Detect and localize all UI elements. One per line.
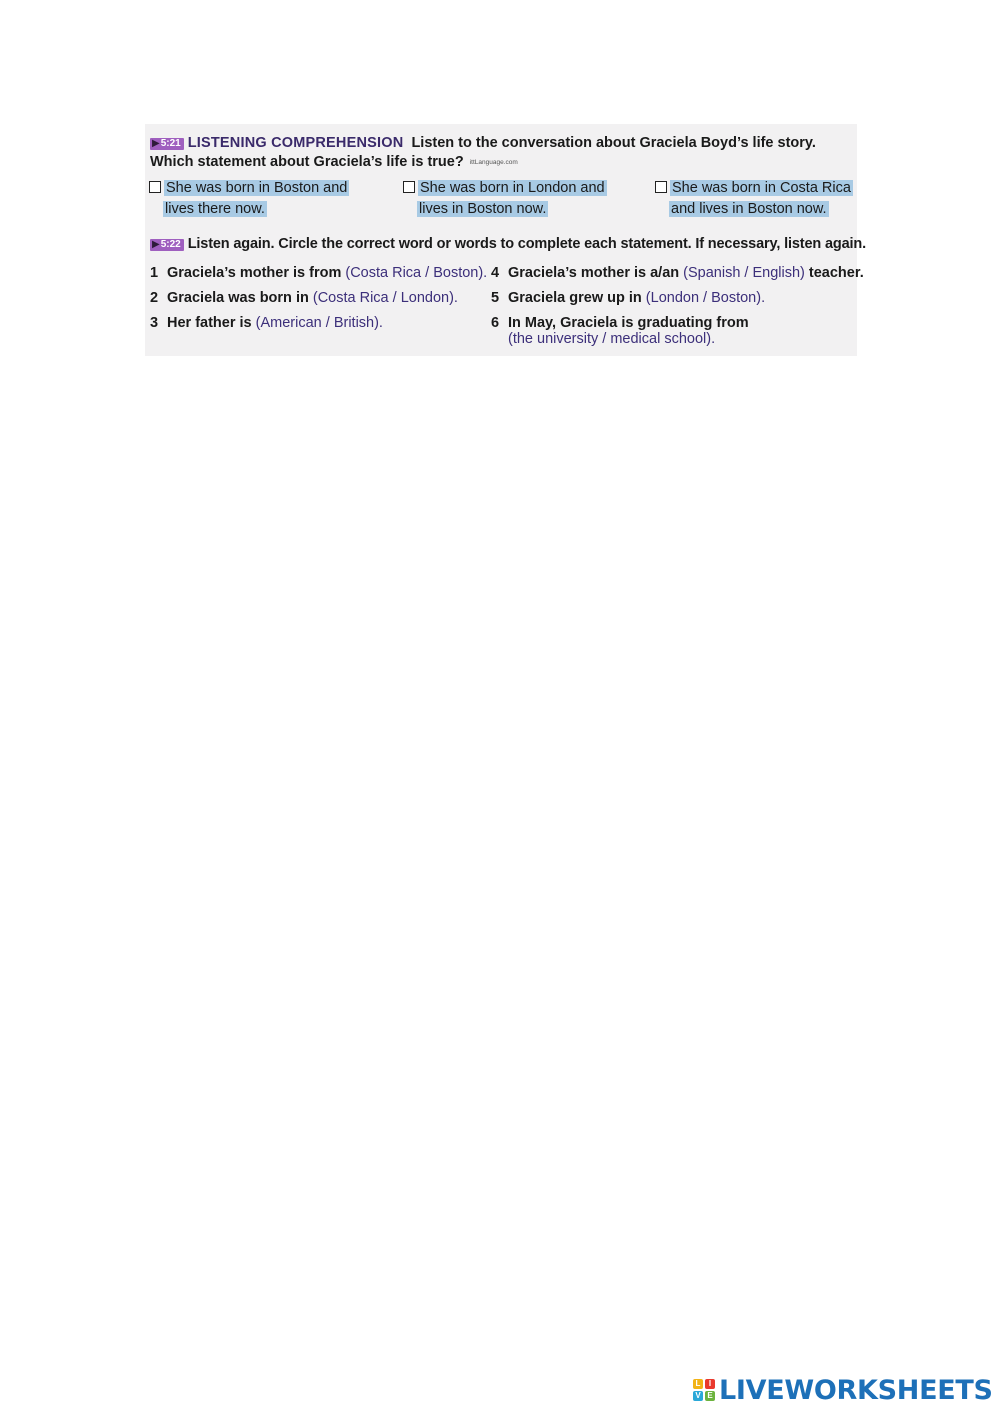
option-a-checkbox[interactable] [149, 181, 161, 193]
section1-question [150, 153, 518, 172]
question-text: Which statement about Graciela’s life is true? [150, 154, 464, 170]
option-b-line1[interactable] [403, 179, 607, 197]
option-a-text-cont: lives there now. [165, 201, 265, 217]
watermark-text: ittLanguage.com [469, 159, 518, 166]
option-c-line1[interactable] [655, 179, 853, 197]
word-choice[interactable]: (American / British). [255, 315, 383, 331]
audio-track-badge[interactable]: ▶5:21 [150, 138, 184, 150]
statement-item: 2 Graciela was born in (Costa Rica / London). [150, 290, 458, 306]
word-choice[interactable]: (the university / medical school). [508, 331, 716, 347]
option-c-text: She was born in Costa Rica [672, 180, 851, 196]
statement-item: 5 Graciela grew up in (London / Boston). [491, 290, 766, 306]
statement-item: 4 Graciela’s mother is a/an (Spanish / English) teacher. [491, 265, 864, 281]
statement-item: 1 Graciela’s mother is from (Costa Rica / Boston). [150, 265, 488, 281]
instruction-text: Listen again. Circle the correct word or words to complete each statement. If necessary, listen again. [187, 236, 866, 252]
logo-text: LIVEWORKSHEETS [719, 1374, 993, 1406]
option-b-text: She was born in London and [420, 180, 605, 196]
option-a-text: She was born in Boston and [166, 180, 348, 196]
option-c-line2 [669, 200, 829, 218]
audio-track-badge[interactable]: ▶5:22 [150, 239, 184, 251]
word-choice[interactable]: (Costa Rica / Boston). [345, 265, 488, 281]
option-a-line2 [163, 200, 267, 218]
section1-header [150, 134, 816, 152]
word-choice[interactable]: (Costa Rica / London). [312, 290, 458, 306]
statement-item: 3 Her father is (American / British). [150, 315, 383, 331]
option-b-line2 [417, 200, 548, 218]
option-b-text-cont: lives in Boston now. [419, 201, 547, 217]
instruction-text: Listen to the conversation about Graciela Boyd’s life story. [411, 135, 816, 151]
option-c-checkbox[interactable] [655, 181, 667, 193]
play-icon: ▶ [152, 138, 160, 149]
section-heading: LISTENING COMPREHENSION [187, 135, 404, 151]
option-c-text-cont: and lives in Boston now. [671, 201, 827, 217]
statement-item-cont [508, 330, 715, 348]
play-icon: ▶ [152, 239, 160, 250]
option-b-checkbox[interactable] [403, 181, 415, 193]
option-a-line1[interactable] [149, 179, 349, 197]
liveworksheets-logo [693, 1375, 993, 1405]
statement-item: 6 In May, Graciela is graduating from [491, 315, 749, 331]
logo-mark-icon: L I V E [693, 1379, 715, 1401]
word-choice[interactable]: (Spanish / English) [683, 265, 805, 281]
section2-header [150, 235, 866, 253]
word-choice[interactable]: (London / Boston). [645, 290, 766, 306]
